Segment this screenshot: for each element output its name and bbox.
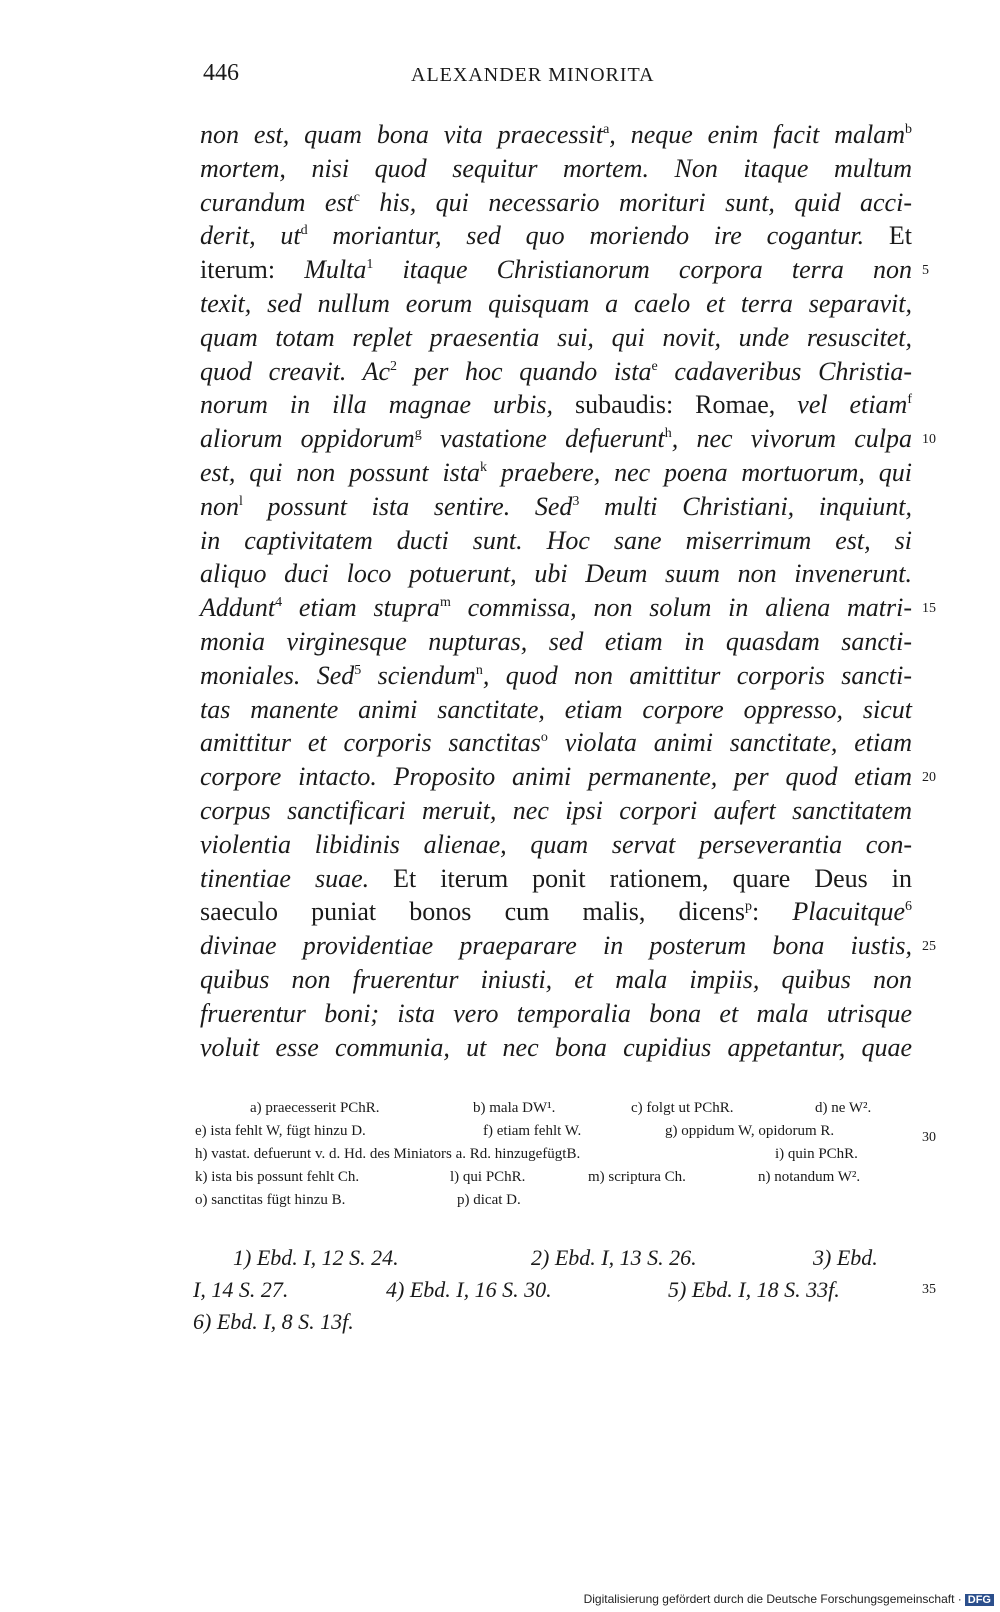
text-run: violentia libidinis alienae, quam servat perseverantia con-	[200, 829, 912, 859]
text-line	[200, 963, 912, 997]
text-run: quibus non fruerentur iniusti, et mala impiis, quibus non	[200, 964, 912, 994]
note-marker: c	[353, 189, 360, 205]
text-run: corpus sanctificari meruit, nec ipsi corpori aufert sanctitatem	[200, 795, 912, 825]
note-marker: k	[480, 459, 488, 475]
note-marker: 4	[275, 595, 283, 611]
line-number: 20	[922, 770, 936, 786]
text-run: mortem, nisi quod sequitur mortem. Non itaque multum	[200, 153, 912, 183]
footnote: d) ne W².	[815, 1100, 872, 1116]
text-line	[200, 726, 912, 760]
text-line	[200, 895, 912, 929]
text-run: corpore intacto. Proposito animi permanente, per quod etiam	[200, 762, 912, 792]
text-run: his, qui necessario morituri sunt, quid acci-	[359, 187, 912, 217]
footnote: m) scriptura Ch.	[588, 1169, 686, 1185]
text-run: Addunt	[200, 593, 276, 623]
footnote: b) mala DW¹.	[473, 1100, 556, 1116]
footnote: f) etiam fehlt W.	[483, 1123, 582, 1139]
critical-apparatus	[195, 1097, 907, 1212]
text-run: tinentiae suae.	[200, 863, 394, 893]
text-run: fruerentur boni; ista vero temporalia bona et mala utrisque	[200, 998, 912, 1028]
text-line	[200, 862, 912, 896]
text-line	[200, 118, 912, 152]
note-marker: a	[603, 122, 610, 137]
text-run: aliquo duci loco potuerunt, ubi Deum suum non invenerunt.	[200, 559, 912, 589]
footnote: a) praecesserit PChR.	[250, 1100, 380, 1116]
reference: 2) Ebd. I, 13 S. 26.	[531, 1245, 697, 1270]
text-run: Et	[888, 221, 912, 251]
text-line	[200, 355, 912, 389]
text-run: violata animi sanctitate, etiam	[547, 728, 912, 758]
text-run: amittitur et corporis sanctitas	[200, 728, 541, 758]
text-line	[200, 456, 912, 490]
text-run: voluit esse communia, ut nec bona cupidius appetantur, quae	[200, 1032, 912, 1062]
text-line	[200, 321, 912, 355]
text-run: quod creavit. Ac	[200, 356, 391, 386]
note-marker: d	[300, 223, 308, 239]
note-marker: 3	[572, 493, 580, 509]
text-run: quam totam replet praesentia sui, qui novit, unde resuscitet,	[200, 322, 912, 352]
note-marker: g	[414, 426, 422, 442]
text-run: , neque enim facit malam	[609, 120, 906, 149]
note-marker: p	[744, 899, 752, 915]
text-run: derit, ut	[200, 221, 301, 251]
text-line	[200, 186, 912, 220]
footnote: i) quin PChR.	[775, 1146, 858, 1162]
text-run: vastatione defuerunt	[421, 424, 665, 454]
text-run: divinae providentiae praeparare in posterum bona iustis,	[200, 931, 912, 961]
reference: I, 14 S. 27.	[193, 1277, 289, 1302]
footnote: e) ista fehlt W, fügt hinzu D.	[195, 1123, 366, 1139]
footnote: n) notandum W².	[758, 1169, 861, 1185]
text-run: norum in illa magnae urbis,	[200, 390, 575, 420]
text-run: subaudis: Romae,	[574, 390, 798, 420]
reference-row	[193, 1242, 905, 1274]
text-run: itaque Christianorum corpora terra non	[373, 255, 912, 285]
text-line	[200, 760, 912, 794]
text-run: moriantur, sed quo moriendo ire cogantur.	[307, 221, 889, 251]
footnote: g) oppidum W, opidorum R.	[665, 1123, 835, 1139]
text-line	[200, 794, 912, 828]
note-marker: f	[907, 392, 912, 408]
text-run: commissa, non solum in aliena matri-	[450, 593, 912, 623]
note-marker: b	[905, 122, 913, 137]
text-line	[200, 253, 912, 287]
text-run: non	[200, 491, 239, 521]
text-run: tas manente animi sanctitate, etiam corpore oppresso, sicut	[200, 694, 912, 724]
note-marker: n	[475, 662, 483, 678]
note-marker: e	[651, 358, 658, 374]
text-run: est, qui non possunt ista	[200, 457, 481, 487]
source-references	[193, 1242, 905, 1338]
text-run: aliorum oppidorum	[200, 424, 415, 454]
text-line	[200, 1031, 912, 1065]
note-marker: h	[664, 426, 672, 442]
text-run: iterum:	[200, 255, 305, 285]
footnote-row	[195, 1120, 907, 1143]
text-line	[200, 219, 912, 253]
footnote: k) ista bis possunt fehlt Ch.	[195, 1169, 360, 1185]
text-run: , nec vivorum culpa	[671, 424, 913, 454]
text-line	[200, 625, 912, 659]
reference: 4) Ebd. I, 16 S. 30.	[386, 1277, 552, 1302]
text-line	[200, 388, 912, 422]
line-number: 35	[922, 1282, 936, 1297]
line-number: 10	[922, 432, 936, 448]
note-marker: m	[439, 595, 451, 611]
line-number: 15	[922, 601, 936, 617]
text-run: moniales. Sed	[200, 660, 355, 690]
line-number: 30	[922, 1130, 936, 1145]
text-run: Multa	[304, 255, 367, 285]
line-number: 25	[922, 939, 936, 955]
footnote: c) folgt ut PChR.	[631, 1100, 734, 1116]
footnote: l) qui PChR.	[450, 1169, 526, 1185]
text-run: possunt ista sentire. Sed	[242, 491, 573, 521]
text-line	[200, 524, 912, 558]
footnote: o) sanctitas fügt hinzu B.	[195, 1192, 346, 1208]
text-run: curandum est	[200, 187, 354, 217]
reference: 6) Ebd. I, 8 S. 13f.	[193, 1309, 354, 1334]
text-run: praebere, nec poena mortuorum, qui	[487, 457, 912, 487]
text-run: monia virginesque nupturas, sed etiam in quasdam sancti-	[200, 626, 912, 656]
text-run: multi Christiani, inquiunt,	[579, 491, 913, 521]
reference-row	[193, 1274, 905, 1306]
footnote: h) vastat. defuerunt v. d. Hd. des Miniators a. Rd. hinzugefügtB.	[195, 1146, 581, 1162]
reference: 5) Ebd. I, 18 S. 33f.	[668, 1277, 840, 1302]
reference: 1) Ebd. I, 12 S. 24.	[233, 1245, 399, 1270]
digitization-text: Digitalisierung gefördert durch die Deutsche Forschungsgemeinschaft ·	[583, 1592, 962, 1606]
text-line	[200, 490, 912, 524]
note-marker: 2	[390, 358, 398, 374]
reference: 3) Ebd.	[813, 1245, 878, 1270]
line-number: 5	[922, 263, 929, 279]
text-line	[200, 828, 912, 862]
text-line	[200, 557, 912, 591]
text-run: Et iterum ponit rationem, quare Deus in	[393, 863, 912, 893]
note-marker: o	[540, 730, 548, 746]
text-run: saeculo puniat bonos cum malis, dicens	[200, 897, 745, 927]
text-run: vel etiam	[797, 390, 908, 420]
note-marker: 5	[354, 662, 362, 678]
text-run: non est, quam bona vita praecessit	[200, 120, 604, 149]
footnote-row	[195, 1189, 907, 1212]
text-line	[200, 659, 912, 693]
text-line	[200, 152, 912, 186]
running-title: ALEXANDER MINORITA	[411, 64, 655, 86]
text-line	[200, 693, 912, 727]
text-run: etiam stupra	[282, 593, 440, 623]
text-line	[200, 591, 912, 625]
text-line	[200, 997, 912, 1031]
digitization-credit	[584, 1592, 994, 1606]
text-run: sciendum	[361, 660, 476, 690]
footnote: p) dicat D.	[457, 1192, 521, 1208]
text-run: cadaveribus Christia-	[657, 356, 912, 386]
footnote-row	[195, 1166, 907, 1189]
reference-row	[193, 1306, 905, 1338]
page-header	[203, 60, 903, 100]
note-marker: 1	[366, 257, 374, 273]
text-run: :	[751, 897, 793, 927]
text-run: in captivitatem ducti sunt. Hoc sane miserrimum est, si	[200, 525, 912, 555]
main-text	[200, 118, 912, 1064]
text-run: texit, sed nullum eorum quisquam a caelo et terra separavit,	[200, 288, 912, 318]
text-line	[200, 287, 912, 321]
note-marker: 6	[905, 899, 912, 915]
note-marker: l	[239, 493, 243, 509]
text-line	[200, 422, 912, 456]
dfg-logo: DFG	[965, 1594, 994, 1606]
text-run: , quod non amittitur corporis sancti-	[482, 660, 913, 690]
text-run: per hoc quando ista	[397, 356, 652, 386]
footnote-row	[195, 1143, 907, 1166]
footnote-row	[195, 1097, 907, 1120]
text-run: Placuitque	[792, 897, 905, 927]
page-number: 446	[203, 60, 239, 86]
text-line	[200, 929, 912, 963]
